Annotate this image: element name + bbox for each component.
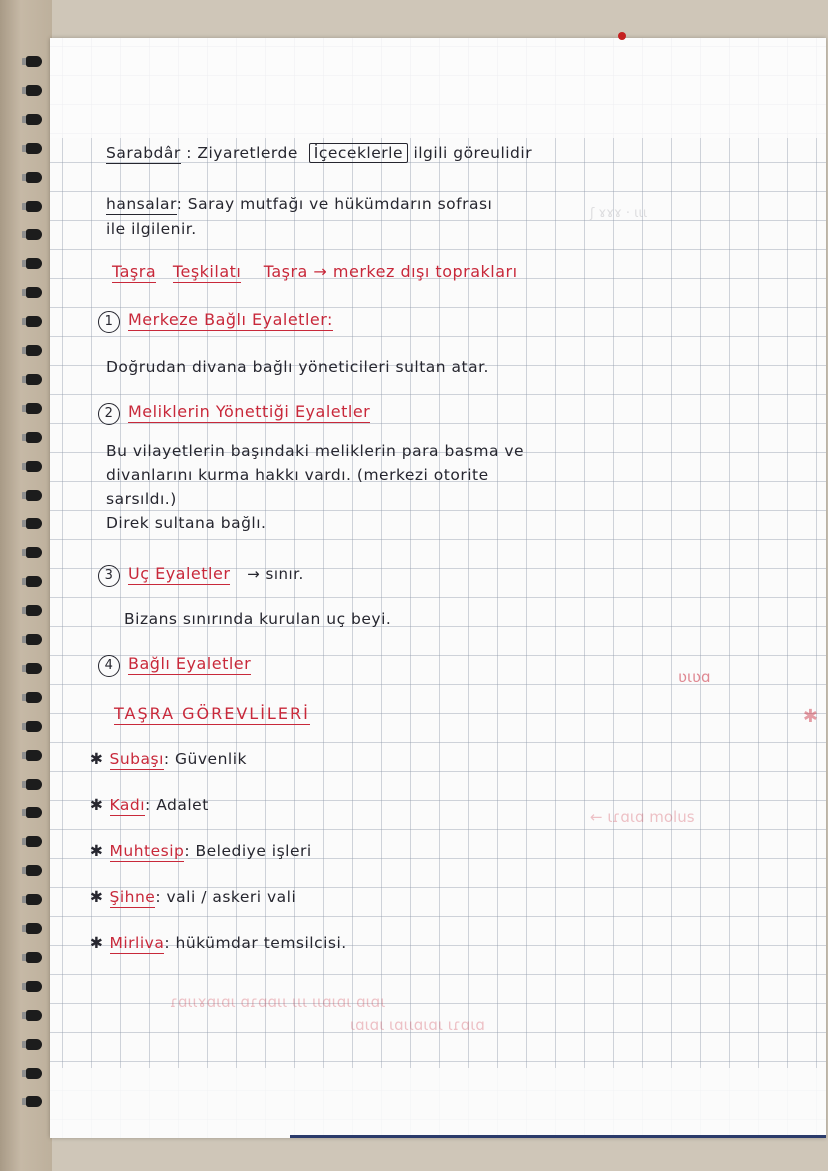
note-text: ile ilgilenir. [106, 220, 197, 238]
duty-item [90, 888, 296, 906]
duty-text: : vali / askeri vali [155, 888, 297, 906]
duty-item [90, 750, 247, 768]
page-footer-band [50, 1068, 826, 1138]
bleed-through-text: ʃ ɤɤɤ · ɩɩɩ [590, 206, 648, 221]
duty-text: : hükümdar temsilcisi. [164, 934, 347, 952]
spiral-ring [26, 576, 42, 587]
item-number: 1 [98, 311, 120, 333]
spiral-ring [26, 807, 42, 818]
bleed-through-star: ✱ [802, 706, 818, 727]
spiral-ring [26, 634, 42, 645]
duty-term: Muhtesip [109, 842, 185, 860]
spiral-ring [26, 172, 42, 183]
note-text: sarsıldı.) [106, 490, 177, 508]
spiral-ring [26, 258, 42, 269]
term-sarabdar: Sarabdâr [106, 144, 181, 162]
item-number: 4 [98, 655, 120, 677]
note-line [106, 442, 524, 460]
heading-note: Taşra → merkez dışı toprakları [263, 262, 518, 281]
note-line [106, 490, 177, 508]
spiral-ring [26, 894, 42, 905]
duty-text: : Belediye işleri [184, 842, 312, 860]
spiral-ring [26, 1010, 42, 1021]
spiral-ring [26, 547, 42, 558]
note-text: Bizans sınırında kurulan uç beyi. [124, 610, 392, 628]
heading-word: Taşra [112, 262, 157, 281]
spiral-ring [26, 316, 42, 327]
spiral-ring [26, 345, 42, 356]
note-text: ilgili göreulidir [413, 144, 533, 162]
bullet-star-icon: ✱ [90, 796, 104, 814]
section-heading [114, 704, 310, 723]
spiral-ring [26, 490, 42, 501]
note-text: Direk sultana bağlı. [106, 514, 267, 532]
page-edge-line [290, 1135, 826, 1138]
spiral-ring [26, 779, 42, 790]
spiral-ring [26, 432, 42, 443]
duty-text: : Güvenlik [163, 750, 247, 768]
spiral-ring [26, 865, 42, 876]
note-text: Doğrudan divana bağlı yöneticileri sultan atar. [106, 358, 489, 376]
page-header-band [50, 38, 826, 138]
note-line [106, 514, 266, 532]
spiral-ring [26, 663, 42, 674]
item-number: 2 [98, 403, 120, 425]
note-line [106, 358, 489, 376]
note-line [106, 220, 197, 238]
item-title: Meliklerin Yönettiği Eyaletler [128, 402, 371, 421]
note-text: divanlarını kurma hakkı vardı. (merkezi otorite [106, 466, 489, 484]
duty-item [90, 796, 209, 814]
spiral-ring [26, 836, 42, 847]
note-text: : Saray mutfağı ve hükümdarın sofrası [176, 195, 493, 213]
spiral-ring [26, 85, 42, 96]
term-hansalar: hansalar [106, 195, 177, 213]
spiral-ring [26, 287, 42, 298]
spiral-ring [26, 981, 42, 992]
heading-word: Teşkilatı [172, 262, 242, 281]
bullet-star-icon: ✱ [90, 934, 104, 952]
item-title: Uç Eyaletler [128, 564, 231, 583]
bullet-star-icon: ✱ [90, 750, 104, 768]
spiral-ring [26, 923, 42, 934]
bleed-through-text: ʋɩʋɑ [678, 668, 711, 686]
duty-item [90, 842, 312, 860]
spiral-ring [26, 750, 42, 761]
item-number: 3 [98, 565, 120, 587]
list-item [98, 310, 333, 333]
duty-term: Subaşı [109, 750, 164, 768]
bleed-through-text: ɾɑɩɩɤɑɩɑɩ ɑɾɑɑɩɩ ɩɩɩ ɩɩɑɩɑɩ ɑɩɑɩ [170, 993, 386, 1011]
note-line [106, 144, 532, 162]
list-item [98, 402, 370, 425]
spiral-ring [26, 1096, 42, 1107]
spiral-ring [26, 518, 42, 529]
notebook-page [50, 38, 826, 1138]
spiral-ring [26, 403, 42, 414]
list-item [98, 654, 251, 677]
list-item [98, 564, 304, 587]
spiral-ring [26, 1068, 42, 1079]
section-heading [112, 262, 518, 281]
duty-term: Şihne [109, 888, 156, 906]
note-text: Bu vilayetlerin başındaki meliklerin para basma ve [106, 442, 525, 460]
spiral-ring [26, 1039, 42, 1050]
note-text: Ziyaretlerde [197, 144, 298, 162]
item-title: Merkeze Bağlı Eyaletler: [128, 310, 333, 329]
spiral-ring [26, 374, 42, 385]
spiral-ring [26, 201, 42, 212]
red-dot-marker [618, 32, 626, 40]
duty-term: Kadı [109, 796, 146, 814]
item-title: Bağlı Eyaletler [128, 654, 252, 673]
note-line [124, 610, 391, 628]
spiral-ring [26, 461, 42, 472]
bullet-star-icon: ✱ [90, 888, 104, 906]
bleed-through-text: ɩɑɩɑɩ ɩɑɩɩɑɩɑɩ ɩɾɑɩɑ [350, 1016, 485, 1034]
note-line [106, 195, 492, 213]
spiral-ring [26, 952, 42, 963]
item-note: → sınır. [247, 565, 304, 583]
heading-word: TAŞRA GÖREVLİLERİ [114, 704, 310, 723]
spiral-ring [26, 56, 42, 67]
duty-text: : Adalet [145, 796, 209, 814]
spiral-ring [26, 692, 42, 703]
bleed-through-text: ← ɩɾɑɩɑ molus [590, 808, 695, 826]
boxed-word: İçeceklerle [309, 143, 408, 163]
separator: : [180, 144, 198, 162]
spiral-ring [26, 114, 42, 125]
spiral-ring [26, 721, 42, 732]
duty-item [90, 934, 347, 952]
spiral-ring [26, 143, 42, 154]
duty-term: Mirliva [109, 934, 165, 952]
spiral-ring [26, 229, 42, 240]
spiral-ring [26, 605, 42, 616]
bullet-star-icon: ✱ [90, 842, 104, 860]
note-line [106, 466, 489, 484]
